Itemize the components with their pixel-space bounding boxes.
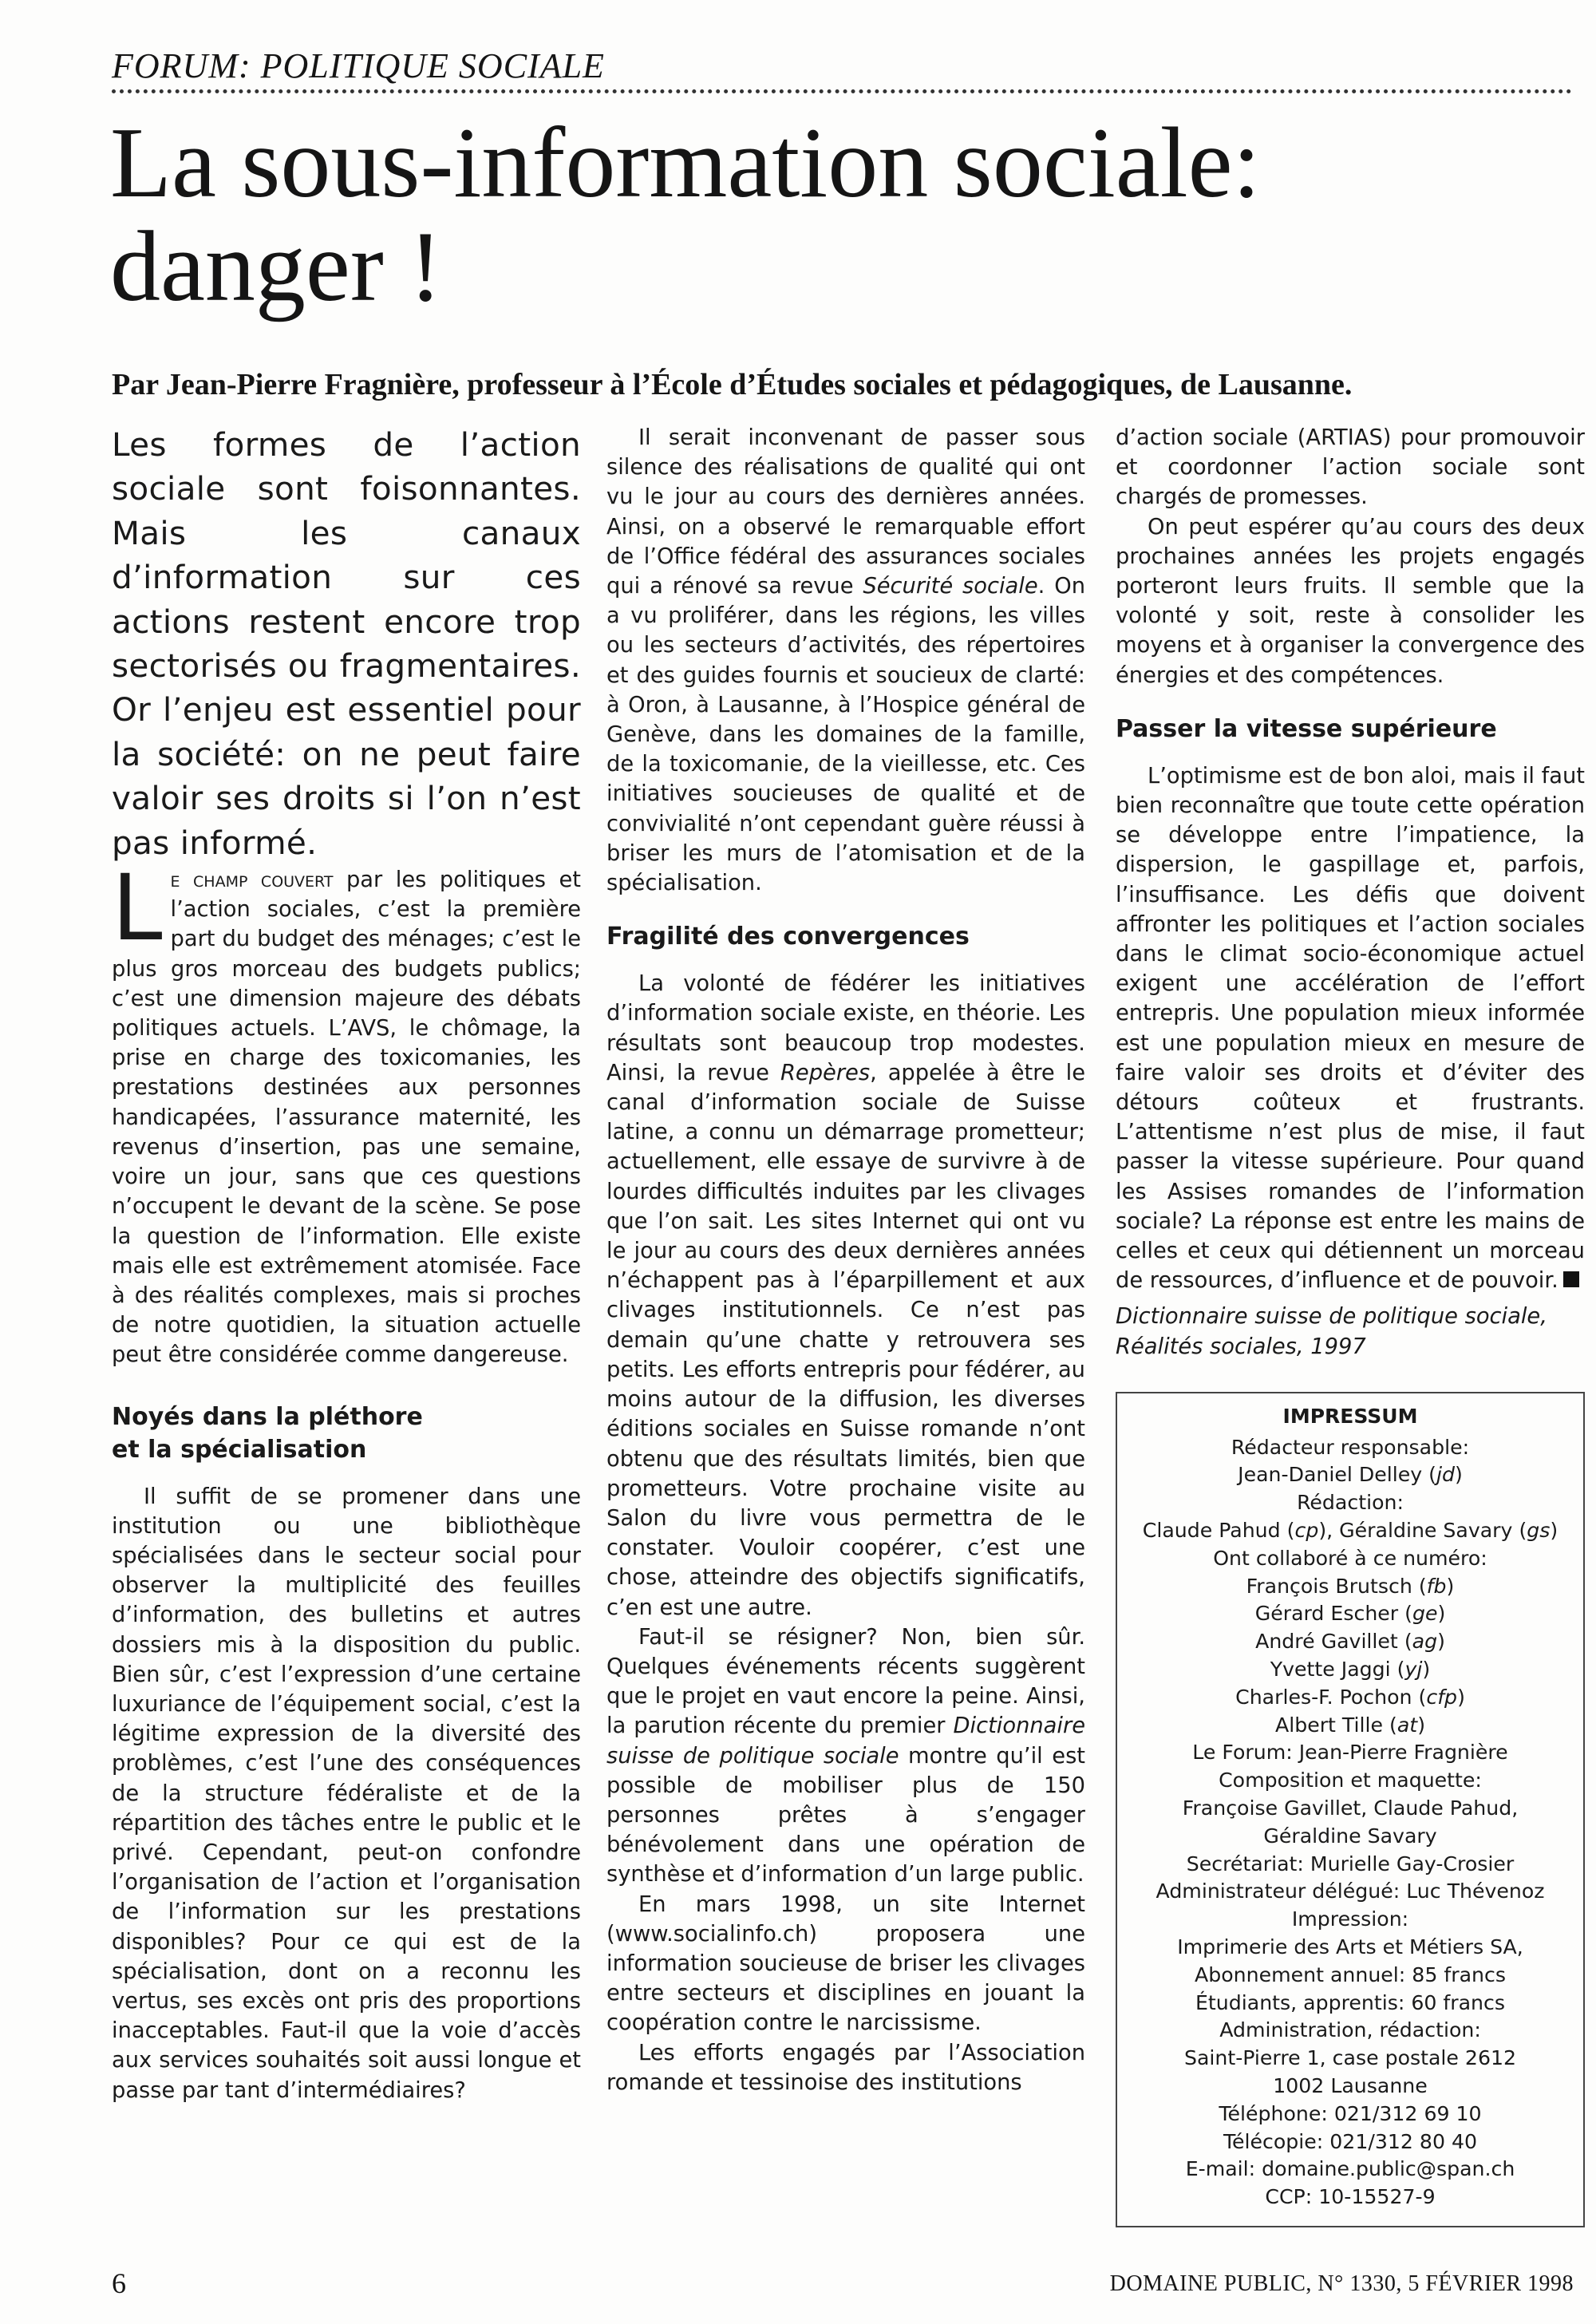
text-run: L’optimisme est de bon aloi, mais il faut bien reconnaître que toute cette opération se développe entre l’impatience, la dispersion, le gaspillage et, parfois, l’insuffisance. Les défis que doivent affronter les politiques et l’action sociales dans le climat socio-économique actuel exigent une accélération de l’effort entrepris. Une population mieux informée est une population mieux en mesure de faire valoir ses droits et d’éviter des détours coûteux et frustrants. L’attentisme n’est plus de mise, il faut passer la vitesse supérieure. Pour quand les Assises romandes de l’information sociale? La réponse est entre les mains de celles et ceux qui détiennent un morceau de ressources, d’influence et de pouvoir.: [1116, 763, 1585, 1294]
text-run: Il serait inconvenant de passer sous silence des réalisations de qualité qui ont vu le jour au cours des dernières années. Ainsi, on a observé le remarquable effort de l’Office fédéral des assurances sociales qui a rénové sa revue: [606, 425, 1085, 599]
impressum-line: Imprimerie des Arts et Métiers SA,: [1177, 1935, 1523, 1959]
body-paragraph: Il suffit de se promener dans une institution ou une bibliothèque spécialisées dans le secteur social pour observer la multiplicité des feuilles d’information, des bulletins et autres dossiers mis à la disposition du public. Bien sûr, c’est l’expression d’une certaine luxuriance de l’équipement social, c’est la légitime expression de la diversité des problèmes, c’est l’une des conséquences de la structure fédéraliste et de la répartition des tâches entre le public et le privé. Cependant, peut-on confondre l’organisation de l’action et l’organisation de l’information sur les prestations disponibles? Pour ce qui est de la spécialisation, dont on a reconnu les vertus, ses excès ont pris des proportions inacceptables. Faut-il que la voie d’accès aux services souhaités soit aussi longue et passe par tant d’intermédiaires?: [112, 1484, 581, 2103]
impressum-line: Le Forum: Jean-Pierre Fragnière: [1192, 1741, 1508, 1765]
text-run: , appelée à être le canal d’information sociale de Suisse latine, a connu un démarrage prometteur; actuellement, elle essaye de survivre à de lourdes difficultés induites par les clivages que l’on sait. Les sites Internet qui ont vu le jour au cours des deux dernières années n’échappent pas à l’éparpillement et aux clivages institutionnels. Ce n’est pas demain qu’une chatte y retrouvera ses petits. Les efforts entrepris pour fédérer, au moins autour de la diffusion, les diverses éditions sociales en Suisse romande n’ont obtenu que des résultats limités, bien que prometteurs. Votre prochaine visite au Salon du livre vous permettra de le constater. Vouloir coopérer, c’est une chose, atteindre des objectifs significatifs, c’en est une autre.: [606, 1060, 1085, 1620]
impressum-line: Gérard Escher (ge): [1254, 1602, 1446, 1626]
end-of-article-square-icon: [1563, 1271, 1579, 1287]
impressum-line: Françoise Gavillet, Claude Pahud,: [1182, 1796, 1519, 1820]
text-run: La volonté de fédérer les initiatives d’information sociale existe, en théorie. Les résultats sont beaucoup trop modestes. Ainsi, la revue: [606, 971, 1085, 1085]
impressum-line: Claude Pahud (cp), Géraldine Savary (gs): [1142, 1519, 1558, 1543]
intro-text: par les politiques et l’action sociales, c’est la première part du budget des ménages; c’est le plus gros morceau des budgets publics; c’est une dimension majeure des débats politiques actuels. L’AVS, le chômage, la prise en charge des toxicomanies, les prestations destinées aux personnes handicapées, l’assurance maternité, les revenus d’insertion, pas une semaine, voire un jour, sans que ces questions n’occupent le devant de la scène. Se pose la question de l’information. Elle existe mais elle est extrêmement atomisée. Face à des réalités complexes, mais si proches de notre quotidien, la situation actuelle peut être considérée comme dangereuse.: [112, 868, 581, 1368]
title-line-2: danger !: [110, 211, 443, 322]
impressum-line: Ont collaboré à ce numéro:: [1213, 1546, 1487, 1570]
impressum-line: Albert Tille (at): [1274, 1713, 1426, 1737]
section-heading-3: Passer la vitesse supérieure: [1116, 714, 1497, 743]
impressum-box: [1116, 1392, 1585, 2227]
page-number: 6: [112, 2267, 126, 2299]
source-citation: [1116, 1302, 1585, 1361]
section-heading-2: Fragilité des convergences: [606, 923, 970, 951]
impressum-line: Impression:: [1291, 1907, 1409, 1931]
body-paragraph: [1116, 761, 1585, 1296]
impressum-line: Secrétariat: Murielle Gay-Crosier: [1186, 1852, 1515, 1875]
impressum-line: Abonnement annuel: 85 francs: [1195, 1962, 1506, 1986]
impressum-line: CCP: 10-15527-9: [1265, 2185, 1436, 2209]
impressum-line: Géraldine Savary: [1263, 1824, 1437, 1848]
intro-smallcaps: e champ couvert: [170, 868, 334, 893]
impressum-line: André Gavillet (ag): [1255, 1630, 1445, 1654]
section-heading-1: [112, 1401, 581, 1466]
impressum-line: Rédaction:: [1297, 1491, 1404, 1515]
body-paragraph: [606, 969, 1085, 1622]
italic-title: Sécurité sociale: [863, 574, 1038, 599]
impressum-line[interactable]: E-mail: domaine.public@span.ch: [1185, 2157, 1515, 2181]
text-run: . On a vu proliférer, dans les régions, les villes ou les secteurs d’activités, des répertoires et des guides fournis et soucieux de clarté: à Oron, à Lausanne, à l’Hospice général de Genève, dans les domaines de la famille, de la toxicomanie, de la vieillesse, etc. Ces initiatives soucieuses de qualité et de convivialité n’ont cependant guère réussi à briser les murs de l’atomisation et de la spécialisation.: [606, 574, 1085, 896]
italic-title: Repères: [780, 1060, 871, 1085]
title-line-1: La sous-information sociale:: [110, 108, 1261, 219]
publication-footer: DOMAINE PUBLIC, N° 1330, 5 FÉVRIER 1998: [1109, 2271, 1574, 2296]
column-3: [1116, 423, 1585, 2227]
section-rubric: [112, 42, 1572, 93]
body-paragraph: [606, 1622, 1085, 1890]
body-paragraph: On peut espérer qu’au cours des deux prochaines années les projets engagés porteront leurs fruits. Il semble que la volonté y soit, reste à consolider les moyens et à organiser la convergence des énergies et des compétences.: [1116, 514, 1585, 688]
intro-paragraph: [112, 855, 581, 1370]
impressum-line: François Brutsch (fb): [1246, 1574, 1455, 1598]
source-line-1: Dictionnaire suisse de politique sociale,: [1116, 1304, 1547, 1330]
article-title: [110, 108, 1547, 322]
impressum-line: Étudiants, apprentis: 60 francs: [1195, 1990, 1505, 2014]
text-run: montre qu’il est possible de mobiliser plus de 150 personnes prêtes à s’engager bénévolement dans une opération de synthèse et d’information d’un large public.: [606, 1743, 1085, 1887]
article-byline: Par Jean-Pierre Fragnière, professeur à l’École d’Études sociales et pédagogiques, de Lausanne.: [112, 368, 1353, 401]
body-paragraph: En mars 1998, un site Internet (www.socialinfo.ch) proposera une information soucieuse de briser les clivages entre secteurs et disciplines en jouant la coopération contre le narcissisme.: [606, 1891, 1085, 2036]
impressum-line: Jean-Daniel Delley (jd): [1238, 1463, 1463, 1487]
impressum-line: Composition et maquette:: [1219, 1769, 1482, 1792]
column-2: [606, 423, 1085, 2097]
article-lead: Les formes de l’action sociale sont foisonnantes. Mais les canaux d’information sur ces actions restent encore trop sectorisés ou fragmentaires. Or l’enjeu est essentiel pour la société: on ne peut faire valoir ses droits si l’on n’est pas informé.: [112, 425, 581, 862]
rubric-label: FORUM: POLITIQUE SOCIALE: [112, 46, 605, 85]
italic-title: Dictionnaire suisse de politique sociale: [606, 1713, 1085, 1769]
impressum-line: Téléphone: 021/312 69 10: [1219, 2101, 1482, 2125]
drop-cap: L: [112, 855, 163, 962]
body-paragraph: [606, 423, 1085, 898]
source-line-2: Réalités sociales, 1997: [1116, 1334, 1366, 1359]
impressum-heading: IMPRESSUM: [1282, 1404, 1418, 1428]
impressum-line: Saint-Pierre 1, case postale 2612: [1183, 2046, 1517, 2070]
impressum-line: Charles-F. Pochon (cfp): [1235, 1685, 1465, 1709]
impressum-line: Administrateur délégué: Luc Thévenoz: [1156, 1879, 1545, 1903]
column-1: [112, 423, 581, 2105]
impressum-line: 1002 Lausanne: [1273, 2074, 1428, 2098]
text-run: Faut-il se résigner? Non, bien sûr. Quelques événements récents suggèrent que le projet en vaut encore la peine. Ainsi, la parution récente du premier: [606, 1624, 1085, 1739]
section-heading-1-line-2: et la spécialisation: [112, 1435, 367, 1464]
body-paragraph: d’action sociale (ARTIAS) pour promouvoir et coordonner l’action sociale sont chargés de promesses.: [1116, 425, 1585, 510]
impressum-lines: [1125, 1434, 1575, 2211]
body-paragraph: Les efforts engagés par l’Association romande et tessinoise des institutions: [606, 2040, 1085, 2095]
impressum-line: Yvette Jaggi (yj): [1270, 1658, 1431, 1682]
section-heading-1-line-1: Noyés dans la pléthore: [112, 1402, 423, 1431]
impressum-line: Administration, rédaction:: [1219, 2018, 1481, 2042]
impressum-line: Télécopie: 021/312 80 40: [1223, 2129, 1478, 2153]
impressum-line: Rédacteur responsable:: [1231, 1435, 1470, 1459]
